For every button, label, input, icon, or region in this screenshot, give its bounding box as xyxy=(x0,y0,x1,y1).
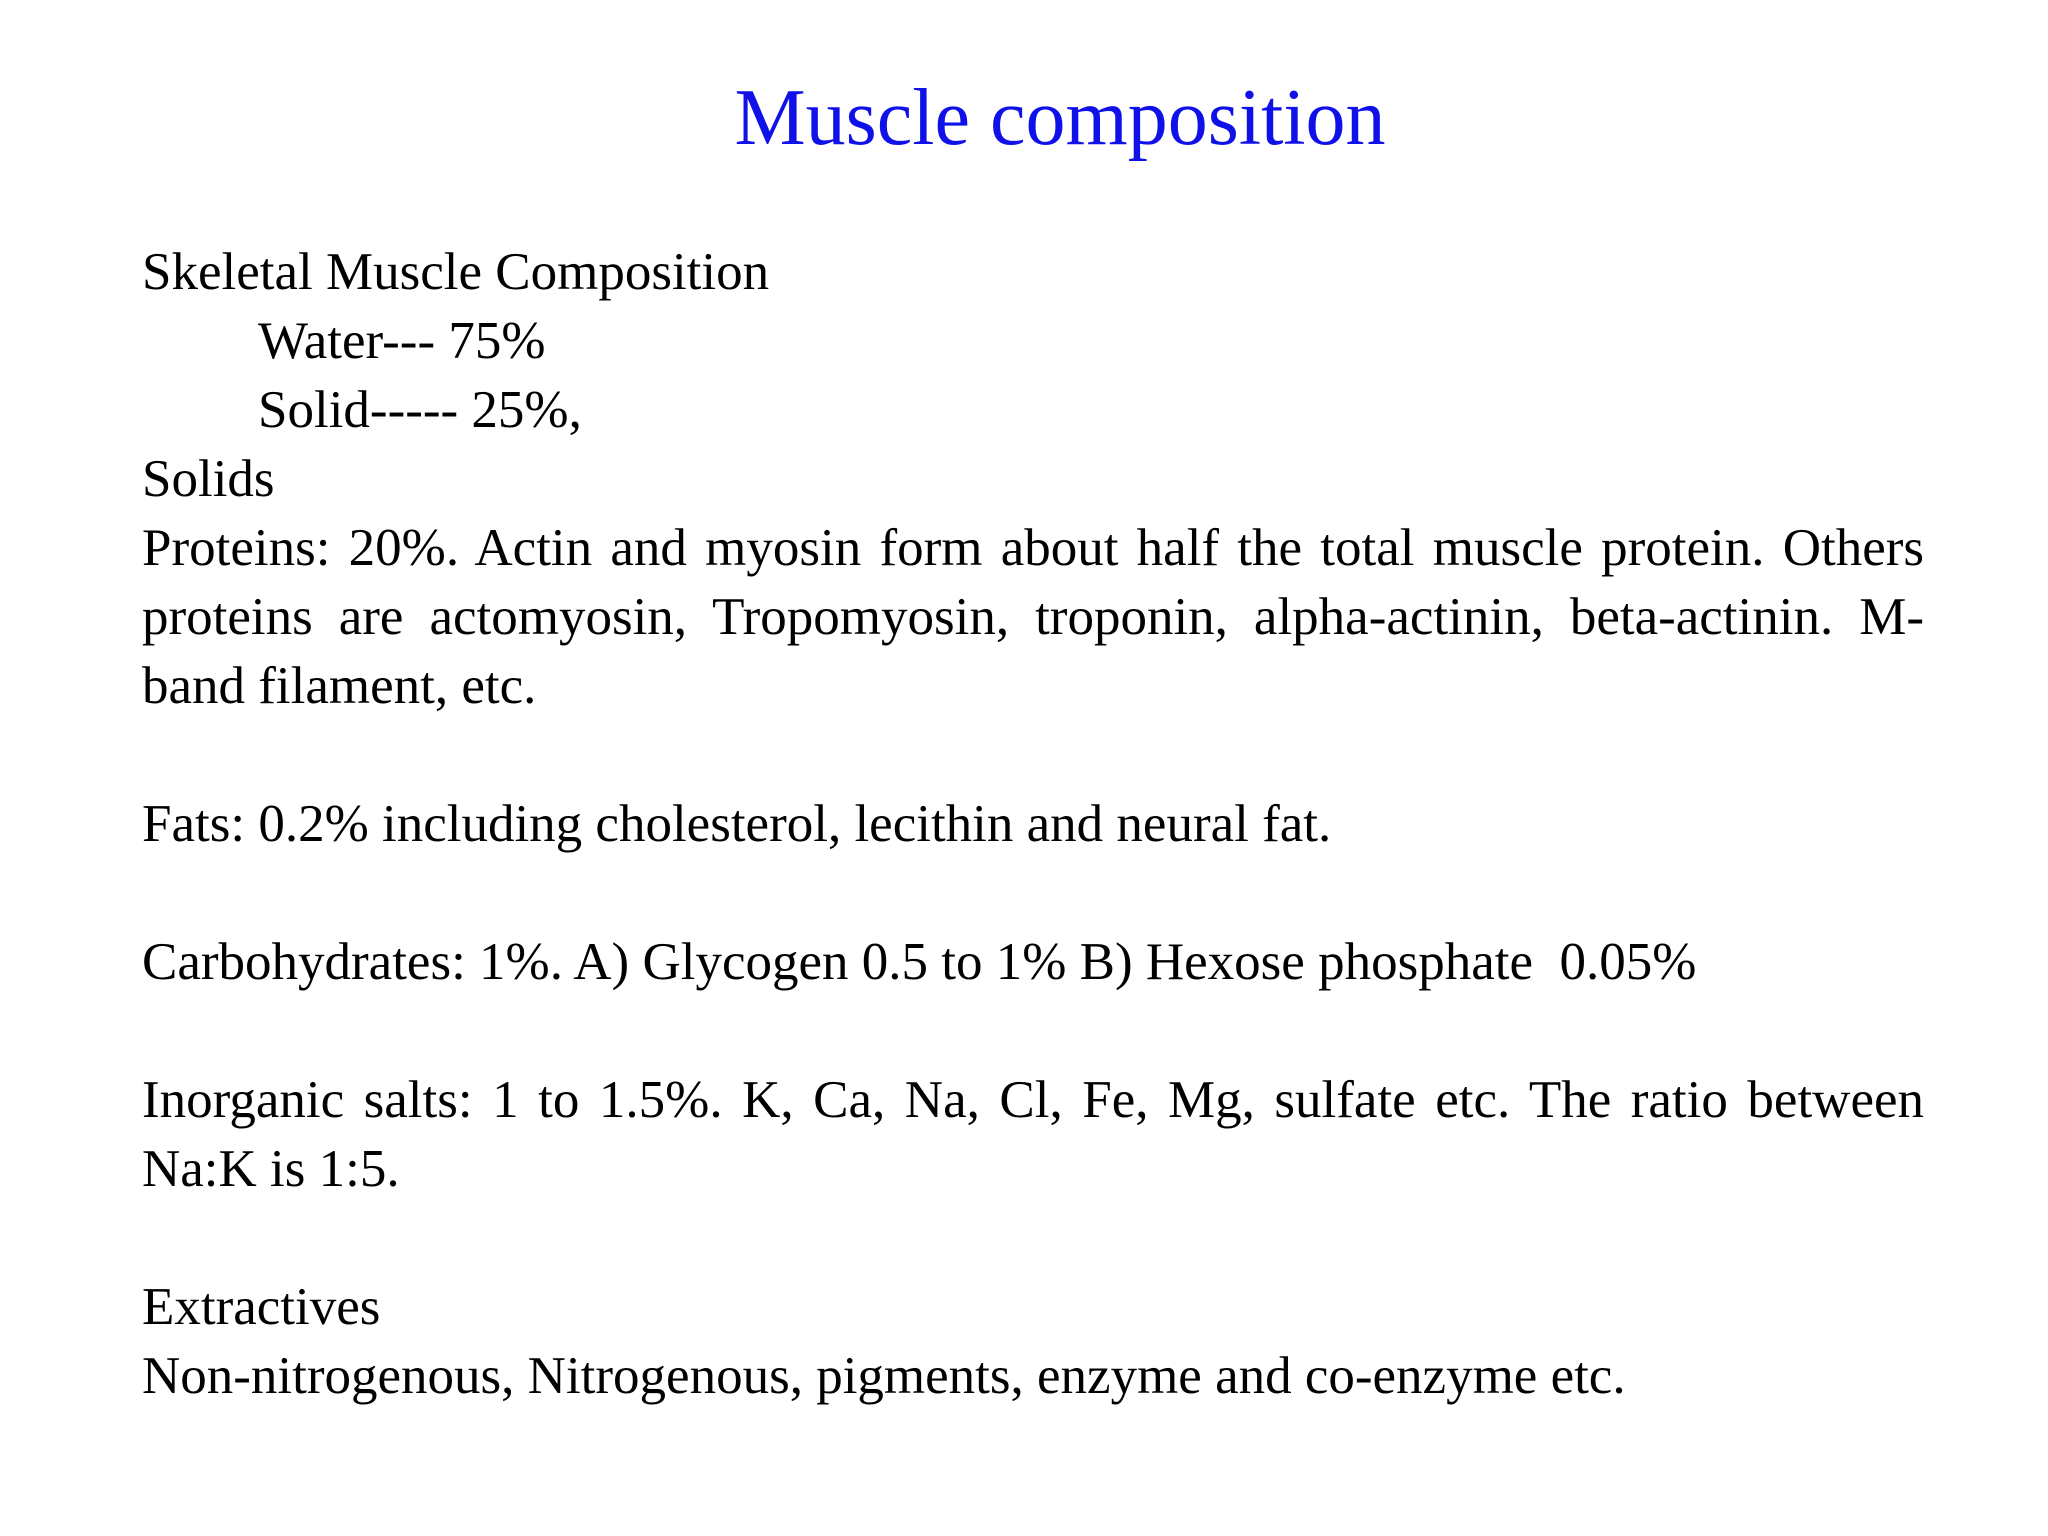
slide-title: Muscle composition xyxy=(734,74,1386,162)
solids-heading: Solids xyxy=(142,450,275,508)
extractives-line: Non-nitrogenous, Nitrogenous, pigments, enzyme and co-enzyme etc. xyxy=(142,1347,1626,1405)
spacer xyxy=(142,997,1924,1066)
skeletal-heading: Skeletal Muscle Composition xyxy=(142,243,770,301)
extractives-heading: Extractives xyxy=(142,1278,381,1336)
slide-body xyxy=(142,238,1924,1411)
spacer xyxy=(142,721,1924,790)
fats-line: Fats: 0.2% including cholesterol, lecithin and neural fat. xyxy=(142,795,1332,853)
proteins-paragraph: Proteins: 20%. Actin and myosin form about half the total muscle protein. Others proteins are actomyosin, Tropomyosin, troponin, alpha-actinin, beta-actinin. M-band filament, etc. xyxy=(142,519,1924,715)
water-line: Water--- 75% xyxy=(258,312,546,370)
spacer xyxy=(142,1204,1924,1273)
solid-line: Solid----- 25%, xyxy=(258,381,582,439)
inorganic-salts-paragraph: Inorganic salts: 1 to 1.5%. K, Ca, Na, Cl, Fe, Mg, sulfate etc. The ratio between Na:K is 1:5. xyxy=(142,1071,1924,1198)
spacer xyxy=(142,859,1924,928)
carbohydrates-line: Carbohydrates: 1%. A) Glycogen 0.5 to 1% B) Hexose phosphate 0.05% xyxy=(142,933,1697,991)
